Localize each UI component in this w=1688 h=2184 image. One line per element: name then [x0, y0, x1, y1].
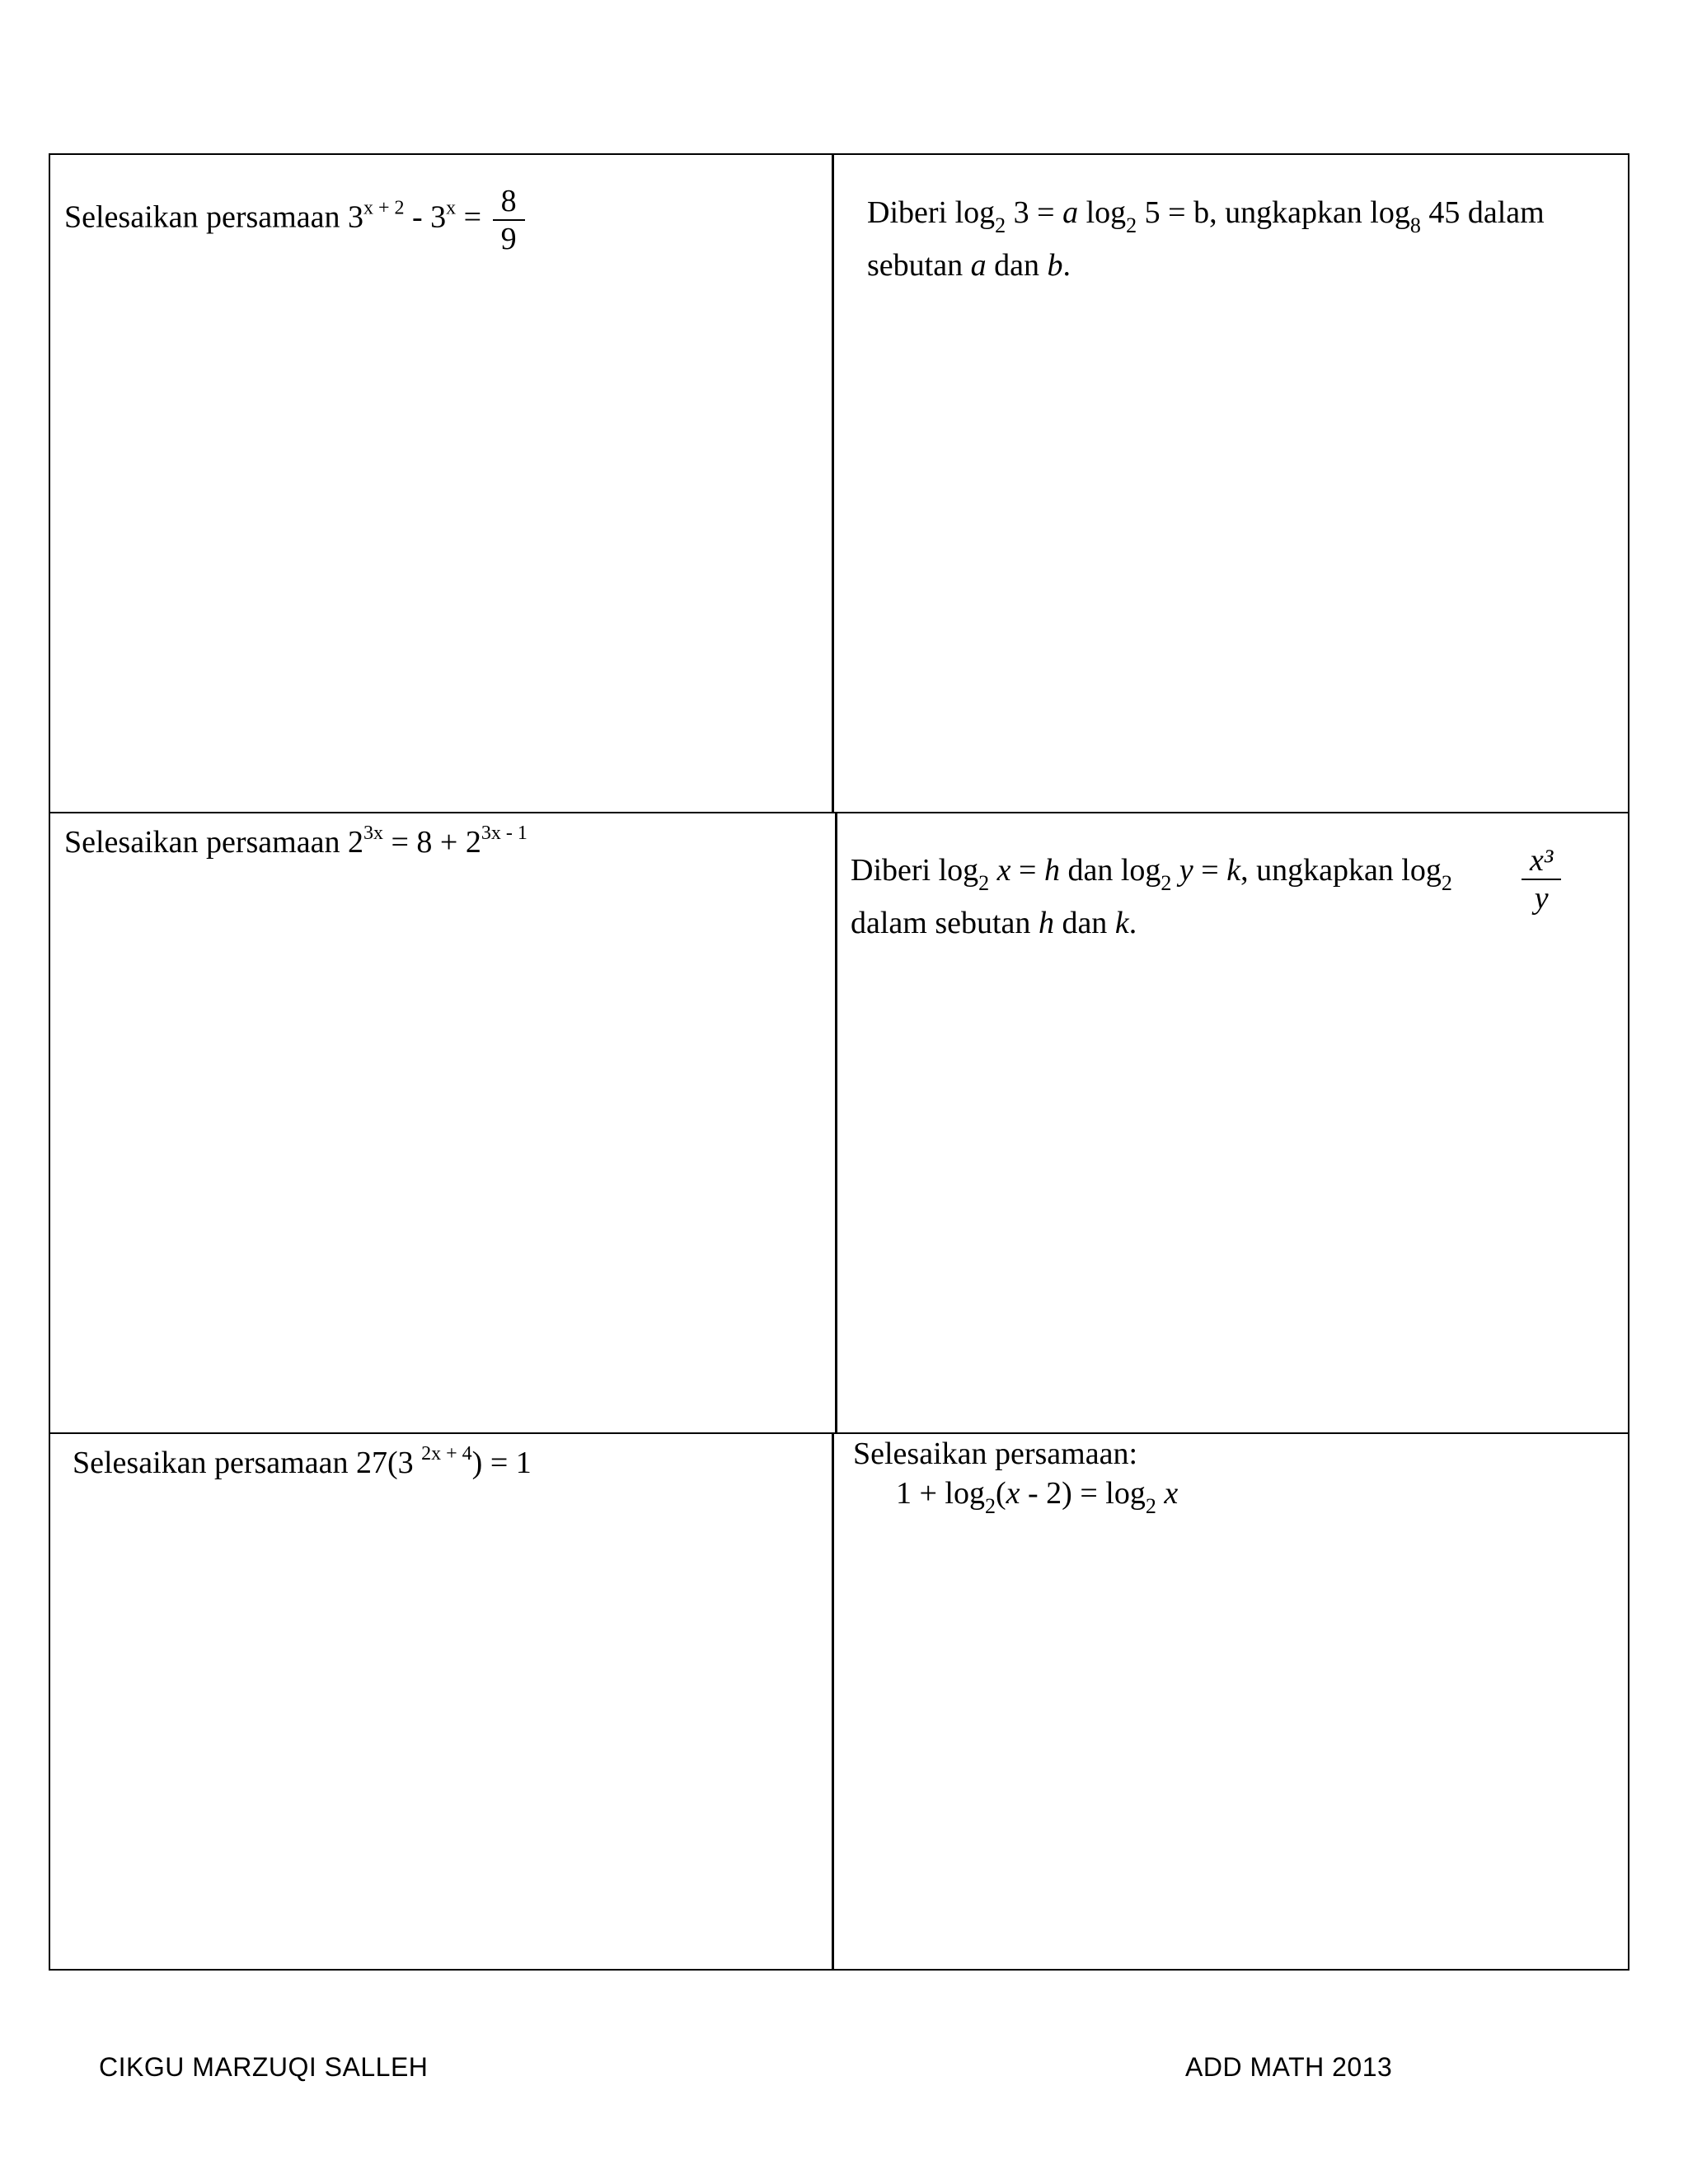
question-text: 3 = [1006, 195, 1063, 230]
question-text: Selesaikan persamaan 3 [64, 199, 363, 235]
question-text: = 8 + 2 [382, 825, 481, 860]
denominator: 9 [500, 222, 517, 256]
grid-divider-vertical [835, 813, 837, 1433]
log-base: 2 [1160, 871, 1172, 895]
question-text: Diberi log [851, 853, 979, 888]
variable: h [1043, 853, 1060, 888]
exponent: x + 2 [363, 197, 405, 219]
log-base: 2 [1441, 871, 1452, 895]
question-text: - 2) = log [1020, 1476, 1146, 1511]
log-base: 2 [1145, 1494, 1156, 1518]
log-base: 2 [995, 213, 1006, 237]
question-4 [851, 851, 1452, 943]
question-text: 45 dalam [1420, 195, 1545, 230]
question-text: = [1193, 853, 1227, 888]
question-text: dalam sebutan [851, 906, 1039, 940]
variable: h [1038, 906, 1054, 940]
exponent: x [446, 197, 457, 219]
question-text: ) = 1 [471, 1446, 532, 1480]
question-4-fraction [1518, 842, 1564, 916]
variable: b [1047, 248, 1063, 283]
variable: a [970, 248, 987, 283]
question-line [867, 246, 1545, 285]
question-text: dan [1053, 906, 1115, 940]
question-6 [853, 1434, 1178, 1526]
question-text: Selesaikan persamaan 2 [64, 825, 363, 860]
question-text: dan [986, 248, 1048, 283]
numerator: x³ [1522, 842, 1561, 880]
question-1 [64, 183, 528, 257]
log-base: 2 [978, 871, 990, 895]
question-text: = [456, 199, 490, 235]
question-line [853, 1474, 1178, 1526]
numerator: 8 [493, 183, 525, 221]
question-text: - 3 [404, 199, 447, 235]
worksheet-grid [49, 153, 1629, 1971]
question-text: ( [996, 1476, 1006, 1511]
log-base: 2 [1126, 213, 1137, 237]
question-text: Selesaikan persamaan 27(3 [73, 1446, 422, 1480]
denominator: y [1534, 881, 1549, 916]
question-text: 1 + log [896, 1476, 985, 1511]
question-3 [64, 813, 528, 862]
fraction [493, 183, 525, 257]
footer-author: CIKGU MARZUQI SALLEH [99, 2052, 429, 2082]
exponent: 2x + 4 [421, 1443, 472, 1465]
variable: x [1006, 1476, 1020, 1511]
variable: k [1114, 906, 1129, 940]
question-line: Selesaikan persamaan: [853, 1436, 1138, 1471]
question-text: dan log [1059, 853, 1161, 888]
variable: x [1164, 1476, 1179, 1511]
question-text: . [1128, 906, 1137, 940]
grid-divider-vertical [832, 155, 834, 813]
question-text: sebutan [867, 248, 971, 283]
question-line [851, 851, 1452, 903]
variable: x [996, 853, 1011, 888]
question-5 [73, 1434, 532, 1483]
question-text: 5 = b, ungkapkan log [1137, 195, 1410, 230]
variable: k [1226, 853, 1241, 888]
log-base: 2 [985, 1494, 996, 1518]
question-text: = [1010, 853, 1044, 888]
grid-divider-vertical [832, 1433, 834, 1971]
question-2 [867, 193, 1545, 285]
question-text: log [1078, 195, 1127, 230]
question-text: Diberi log [867, 195, 996, 230]
question-line [851, 903, 1452, 943]
fraction [1522, 842, 1561, 916]
question-line [867, 193, 1545, 246]
exponent: 3x - 1 [481, 823, 528, 844]
log-base: 8 [1409, 213, 1421, 237]
variable: a [1062, 195, 1079, 230]
exponent: 3x [363, 823, 383, 844]
question-text: , ungkapkan log [1240, 853, 1442, 888]
variable: y [1179, 853, 1193, 888]
question-text: . [1062, 248, 1071, 283]
footer-subject-year: ADD MATH 2013 [1185, 2052, 1393, 2082]
